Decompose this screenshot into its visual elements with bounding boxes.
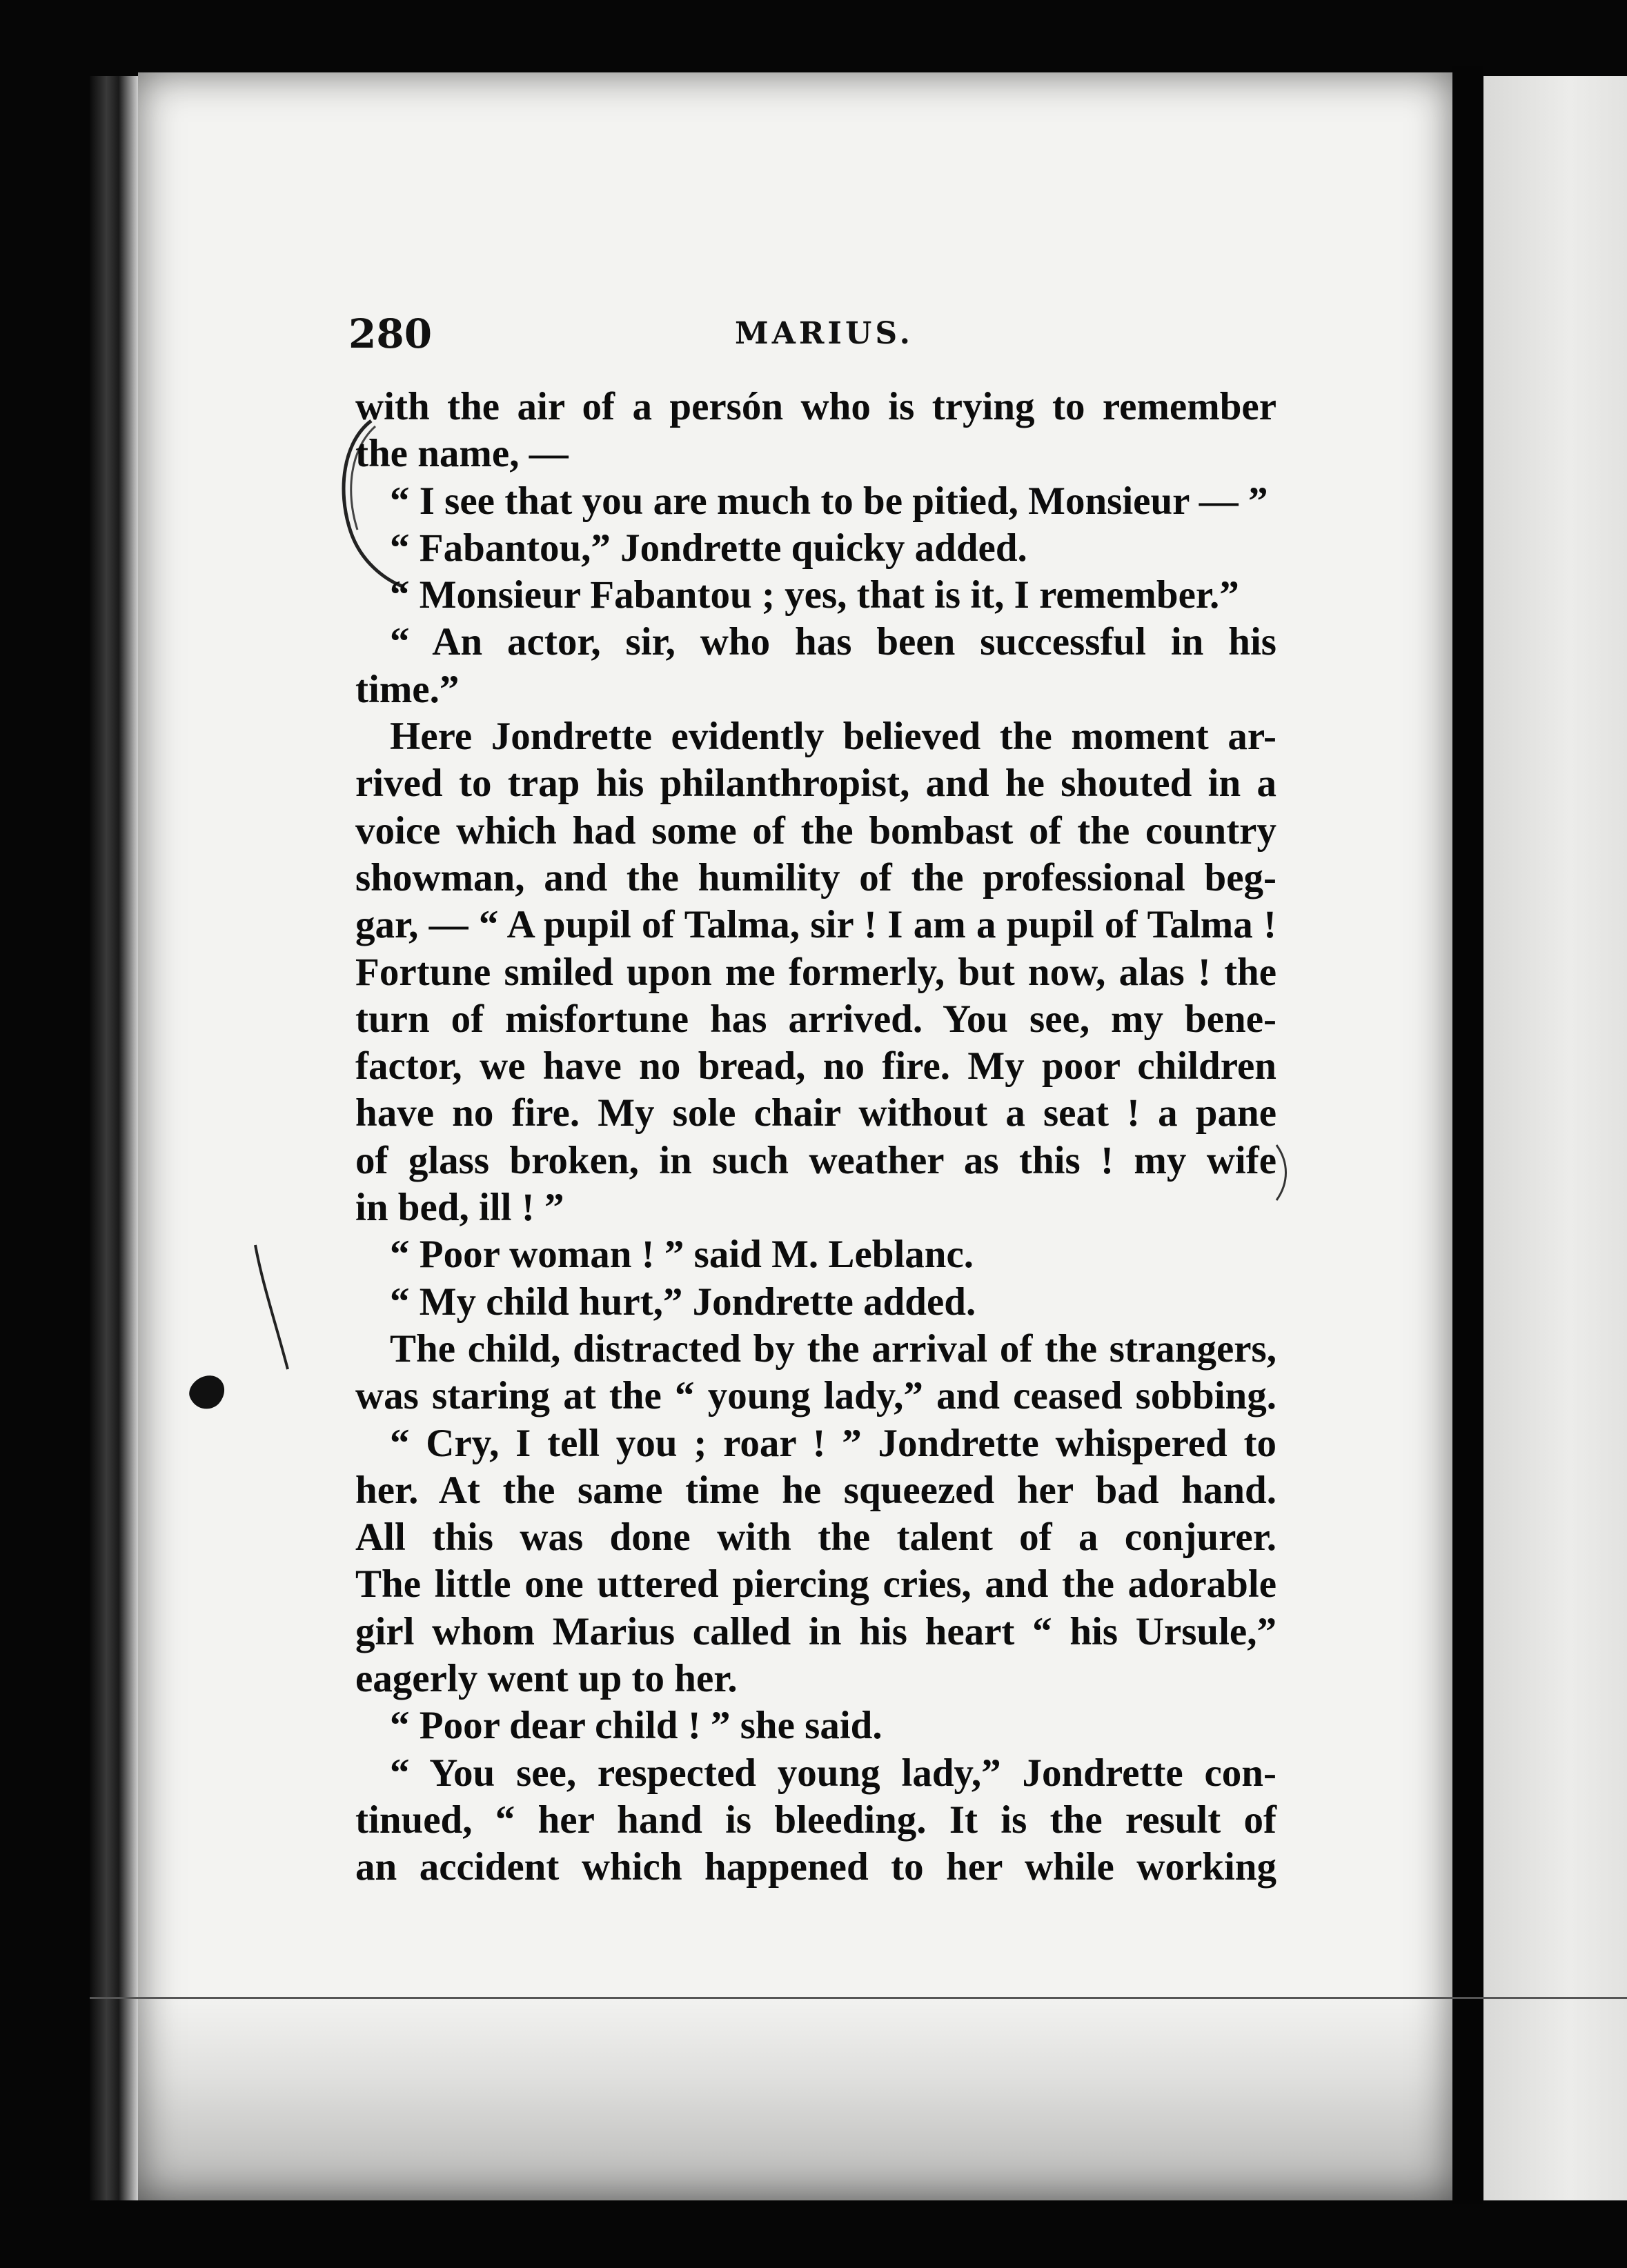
text-line: time.” bbox=[355, 667, 460, 711]
book-edge bbox=[90, 76, 138, 2200]
text-line: factor, we have no bread, no fire. My poor children bbox=[355, 1044, 1276, 1088]
text-line: eagerly went up to her. bbox=[355, 1657, 738, 1701]
text-line: voice which had some of the bombast of the country bbox=[355, 808, 1276, 853]
text-line: The little one uttered piercing cries, and the adorable bbox=[355, 1562, 1276, 1606]
text-line: All this was done with the talent of a conjurer. bbox=[355, 1515, 1276, 1560]
text-line: Here Jondrette evidently believed the moment ar- bbox=[390, 715, 1276, 759]
text-line: “ Cry, I tell you ; roar ! ” Jondrette whispered to bbox=[390, 1421, 1276, 1465]
text-line: “ Fabantou,” Jondrette quicky added. bbox=[390, 526, 1027, 570]
text-line: with the air of a persón who is trying to remember bbox=[355, 385, 1276, 428]
text-line: “ You see, respected young lady,” Jondrette con- bbox=[390, 1751, 1276, 1795]
text-line: “ Poor dear child ! ” she said. bbox=[390, 1704, 882, 1748]
text-line: rived to trap his philanthropist, and he shouted in a bbox=[355, 762, 1276, 806]
text-line: “ An actor, sir, who has been successful in his bbox=[390, 620, 1276, 664]
text-line: “ My child hurt,” Jondrette added. bbox=[390, 1280, 976, 1324]
text-line: the name, — bbox=[355, 432, 569, 476]
text-line: “ I see that you are much to be pitied, Monsieur — ” bbox=[390, 479, 1268, 523]
running-title: MARIUS. bbox=[735, 316, 914, 351]
text-line: tinued, “ her hand is bleeding. It is the result of bbox=[355, 1798, 1276, 1842]
book-gutter bbox=[1452, 66, 1483, 2204]
text-line: The child, distracted by the arrival of the strangers, bbox=[390, 1326, 1276, 1371]
body-text bbox=[355, 384, 1276, 1891]
page-number: 280 bbox=[348, 310, 433, 357]
text-line: Fortune smiled upon me formerly, but now, alas ! the bbox=[355, 950, 1276, 994]
ink-blot bbox=[183, 1369, 231, 1418]
text-line: of glass broken, in such weather as this ! my wife bbox=[355, 1138, 1276, 1182]
text-line: “ Poor woman ! ” said M. Leblanc. bbox=[390, 1233, 974, 1277]
text-line: have no fire. My sole chair without a seat ! a pane bbox=[355, 1091, 1276, 1135]
text-line: in bed, ill ! ” bbox=[355, 1186, 564, 1230]
text-line: showman, and the humility of the professional beg- bbox=[355, 855, 1276, 899]
text-line: gar, — “ A pupil of Talma, sir ! I am a pupil of Talma ! bbox=[355, 903, 1276, 947]
page-bottom-shadow bbox=[138, 1993, 1452, 2200]
page-header bbox=[348, 310, 1273, 366]
text-line: “ Monsieur Fabantou ; yes, that is it, I remember.” bbox=[390, 573, 1239, 617]
text-line: turn of misfortune has arrived. You see, my bene- bbox=[355, 997, 1276, 1041]
text-line: was staring at the “ young lady,” and ceased sobbing. bbox=[355, 1374, 1276, 1418]
text-line: girl whom Marius called in his heart “ his Ursule,” bbox=[355, 1609, 1276, 1653]
facing-page-edge bbox=[1483, 76, 1627, 2200]
stray-pencil-stroke bbox=[252, 1242, 293, 1373]
text-line: her. At the same time he squeezed her bad hand. bbox=[355, 1468, 1276, 1512]
scan-artifact-line bbox=[90, 1997, 1627, 1999]
text-line: an accident which happened to her while working bbox=[355, 1845, 1276, 1889]
